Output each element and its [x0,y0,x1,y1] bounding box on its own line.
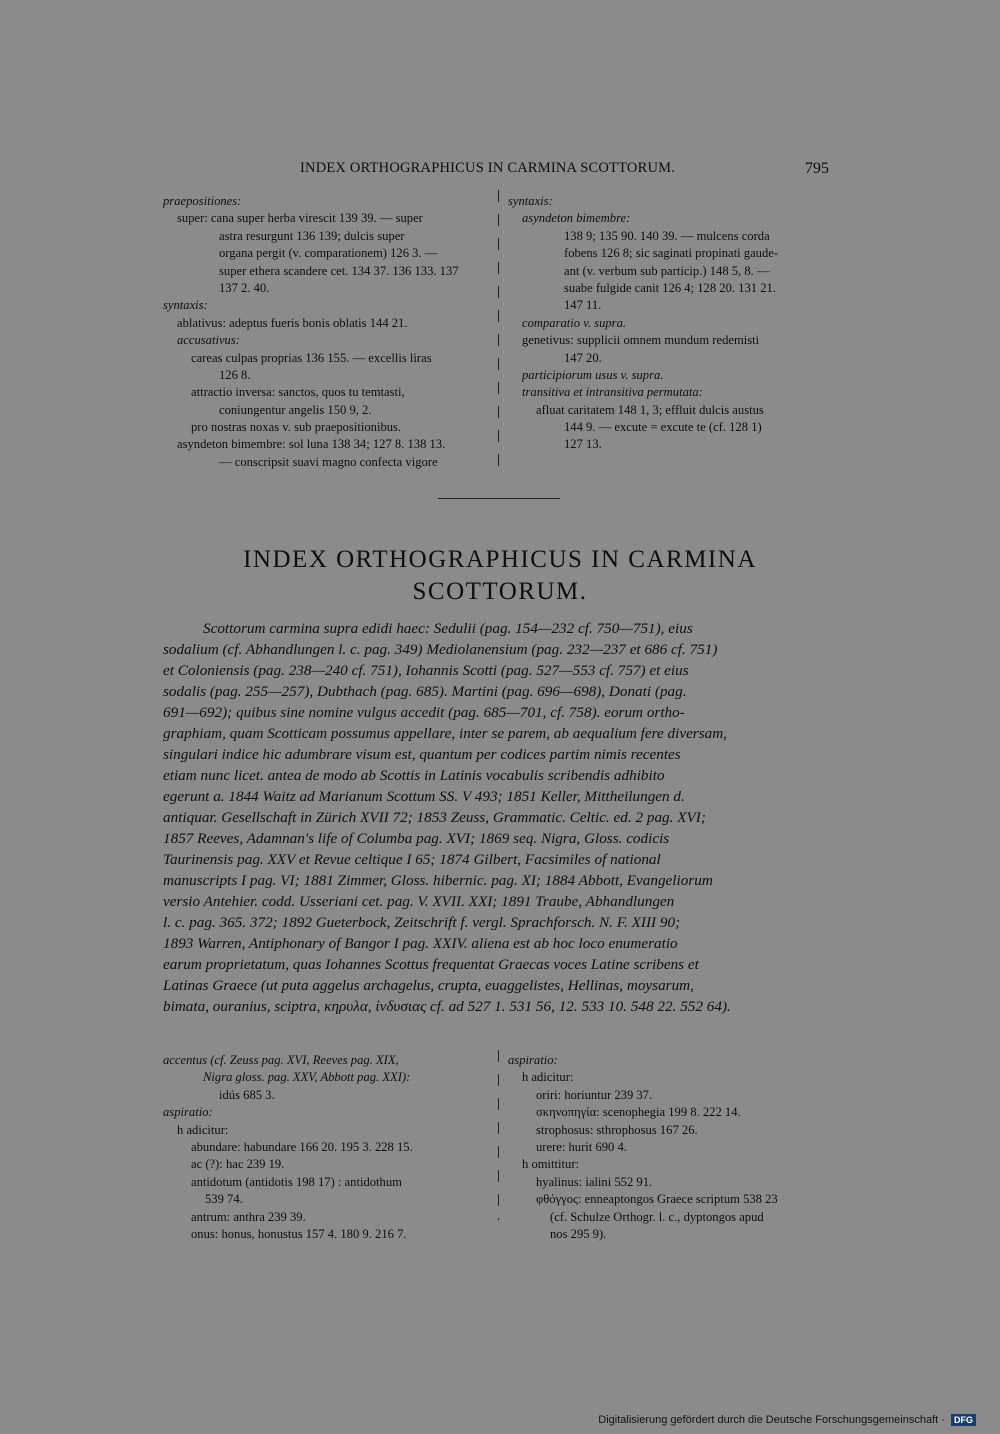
index-line: fobens 126 8; sic saginati propinati gaude- [564,246,779,261]
column-divider [498,190,499,472]
intro-line: l. c. pag. 365. 372; 1892 Gueterbock, Zeitschrift f. vergl. Sprachforsch. N. F. XIII 90; [163,914,681,931]
intro-line: antiquar. Gesellschaft in Zürich XVII 72; 1853 Zeuss, Grammatic. Celtic. ed. 2 pag. XVI; [163,809,706,826]
index-line: oriri: horiuntur 239 37. [536,1087,653,1102]
index-line: idús 685 3. [219,1087,275,1102]
intro-paragraph [163,618,833,1017]
index-line: super ethera scandere cet. 134 37. 136 133. 137 [219,263,459,278]
section-title-line1: INDEX ORTHOGRAPHICUS IN CARMINA [243,546,757,573]
index-line: ablativus: adeptus fueris bonis oblatis 144 21. [177,315,408,330]
index-line: h adicitur: [522,1070,574,1085]
index-line: 539 74. [205,1192,243,1207]
index-line: Nigra gloss. pag. XXV, Abbott pag. XXI): [203,1070,411,1085]
section-separator [438,498,560,499]
index-line: abundare: habundare 166 20. 195 3. 228 15. [191,1139,413,1154]
index-line: — conscripsit suavi magno confecta vigore [219,454,438,469]
index-line: φθόγγος: enneaptongos Graece scriptum 538 23 [536,1192,778,1207]
index-line: h omittitur: [522,1157,580,1172]
intro-line: graphiam, quam Scotticam possumus appellare, inter se parem, ab aequalium fere diversam, [163,725,727,742]
intro-line: 1893 Warren, Antiphonary of Bangor I pag. XXIV. aliena est ab hoc loco enumeratio [163,935,678,952]
index-line: 126 8. [219,367,251,382]
index-line: ant (v. verbum sub particip.) 148 5, 8. — [564,263,770,278]
section-title-line2: SCOTTORUM. [412,578,588,605]
index-line: onus: honus, honustus 157 4. 180 9. 216 7. [191,1226,407,1241]
footer-text: Digitalisierung gefördert durch die Deutsche Forschungsgemeinschaft · [598,1414,945,1426]
index-line: super: cana super herba virescit 139 39. — super [177,211,423,226]
index-line: afluat caritatem 148 1, 3; effluit dulcis austus [536,402,764,417]
index-line: nos 295 9). [550,1226,607,1241]
index-line: (cf. Schulze Orthogr. l. c., dyptongos apud [550,1209,764,1224]
intro-line: sodalium (cf. Abhandlungen l. c. pag. 349) Mediolanensium (pag. 232—237 et 686 cf. 751) [163,641,718,658]
index-line: aspiratio: [163,1105,213,1120]
intro-line: earum proprietatum, quas Iohannes Scottus frequentat Graecas voces Latine scribens et [163,956,699,973]
top-right-column [508,193,838,454]
index-line: asyndeton bimembre: [522,211,631,226]
index-line: 138 9; 135 90. 140 39. — mulcens corda [564,228,770,243]
bottom-right-column [508,1052,838,1243]
index-line: genetivus: supplicii omnem mundum redemisti [522,333,760,348]
index-line: praepositiones: [163,194,242,208]
index-line: syntaxis: [508,194,553,208]
index-line: h adicitur: [177,1122,229,1137]
intro-line: egerunt a. 1844 Waitz ad Marianum Scottum SS. V 493; 1851 Keller, Mittheilungen d. [163,788,685,805]
index-line: ac (?): hac 239 19. [191,1157,285,1172]
index-line: attractio inversa: sanctos, quos tu temtasti, [191,385,405,400]
index-line: careas culpas proprias 136 155. — excellis liras [191,350,432,365]
top-left-column [163,193,493,471]
intro-line: versio Antehier. codd. Usseriani cet. pag. V. XVII. XXI; 1891 Traube, Abhandlungen [163,893,675,910]
index-line: participiorum usus v. supra. [522,367,664,382]
intro-line: Latinas Graece (ut puta aggelus archagelus, crupta, euaggelistes, Hellinas, moysarum, [163,977,694,994]
dfg-logo: DFG [951,1414,976,1426]
index-line: antidotum (antidotis 198 17) : antidothum [191,1174,402,1189]
index-line: organa pergit (v. comparationem) 126 3. — [219,246,438,261]
index-line: transitiva et intransitiva permutata: [522,385,703,400]
index-line: accentus (cf. Zeuss pag. XVI, Reeves pag. XIX, [163,1053,399,1067]
index-line: 127 13. [564,437,602,452]
intro-line: sodalis (pag. 255—257), Dubthach (pag. 685). Martini (pag. 696—698), Donati (pag. [163,683,687,700]
index-line: suabe fulgide canit 126 4; 128 20. 131 21. [564,280,776,295]
index-line: strophosus: sthrophosus 167 26. [536,1122,698,1137]
bottom-left-column [163,1052,493,1243]
index-line: urere: hurit 690 4. [536,1139,627,1154]
intro-line: Taurinensis pag. XXV et Revue celtique I 65; 1874 Gilbert, Facsimiles of national [163,851,661,868]
intro-line: singulari indice hic adumbrare visum est, quantum per codices partim nimis recentes [163,746,681,763]
running-title: INDEX ORTHOGRAPHICUS IN CARMINA SCOTTORUM. [300,160,676,176]
index-line: accusativus: [177,333,240,348]
page-number: 795 [805,160,829,177]
intro-line: etiam nunc licet. antea de modo ab Scottis in Latinis vocabulis scribendis adhibito [163,767,665,784]
index-line: σκηνοπηγία: scenophegia 199 8. 222 14. [536,1105,741,1120]
intro-line: 1857 Reeves, Adamnan's life of Columba pag. XVI; 1869 seq. Nigra, Gloss. codicis [163,830,670,847]
index-line: 137 2. 40. [219,280,270,295]
column-divider [498,1050,499,1220]
index-line: astra resurgunt 136 139; dulcis super [219,228,405,243]
index-line: pro nostras noxas v. sub praepositionibus. [191,420,402,435]
index-line: syntaxis: [163,298,208,313]
intro-line: et Coloniensis (pag. 238—240 cf. 751), Iohannis Scotti (pag. 527—553 cf. 757) et eius [163,662,689,679]
index-line: antrum: anthra 239 39. [191,1209,306,1224]
index-line: 147 20. [564,350,602,365]
intro-line: bimata, ouranius, sciptra, κηρυλα, ἰνδυσιας cf. ad 527 1. 531 56, 12. 533 10. 548 22. 552 64). [163,998,731,1015]
index-line: 147 11. [564,298,602,313]
intro-line: manuscripts I pag. VI; 1881 Zimmer, Gloss. hibernic. pag. XI; 1884 Abbott, Evangeliorum [163,872,713,889]
intro-line: Scottorum carmina supra edidi haec: Sedulii (pag. 154—232 cf. 750—751), eius [203,620,693,637]
intro-line: 691—692); quibus sine nomine vulgus accedit (pag. 685—701, cf. 758). eorum ortho- [163,704,685,721]
index-line: asyndeton bimembre: sol luna 138 34; 127 8. 138 13. [177,437,446,452]
digitization-footer [598,1414,976,1426]
index-line: 144 9. — excute = excute te (cf. 128 1) [564,420,762,435]
index-line: coniungentur angelis 150 9, 2. [219,402,372,417]
index-line: aspiratio: [508,1053,558,1067]
index-line: comparatio v. supra. [522,315,627,330]
index-line: hyalinus: ialini 552 91. [536,1174,653,1189]
